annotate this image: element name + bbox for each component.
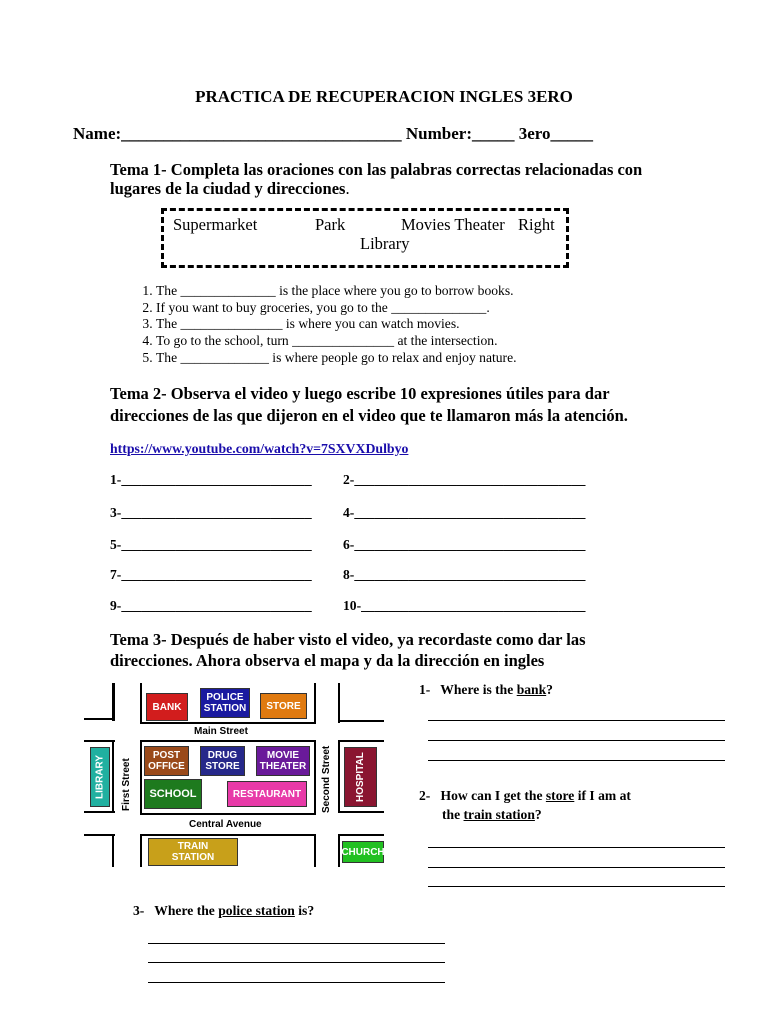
word-bank-box bbox=[161, 208, 569, 268]
road-line bbox=[112, 740, 114, 813]
train-station-building bbox=[148, 838, 238, 866]
answer-line-q3-2[interactable] bbox=[148, 962, 445, 963]
q2-line2-pre: the bbox=[442, 807, 464, 822]
bank-building: BANK bbox=[146, 693, 188, 721]
q2-underlined: store bbox=[545, 788, 575, 803]
hospital-building: HOSPITAL bbox=[344, 747, 377, 807]
page-title: PRACTICA DE RECUPERACION INGLES 3ERO bbox=[195, 87, 573, 106]
road-line bbox=[338, 683, 340, 723]
road-line bbox=[84, 718, 115, 720]
road-line bbox=[314, 683, 316, 723]
tema1-heading-line1: Tema 1- Completa las oraciones con las palabras correctas relacionadas con bbox=[110, 160, 643, 179]
main-street-label: Main Street bbox=[194, 726, 248, 737]
drug-line1: DRUG bbox=[207, 750, 238, 761]
road-line bbox=[338, 740, 384, 742]
question-2 bbox=[419, 788, 631, 804]
movie-line1: MOVIE bbox=[266, 750, 300, 761]
q3-pre: Where the bbox=[154, 903, 219, 918]
train-line2: STATION bbox=[171, 852, 215, 863]
drug-line2: STORE bbox=[205, 761, 240, 772]
q1-post: ? bbox=[546, 682, 553, 697]
sentence-2: 2. If you want to buy groceries, you go to the ______________. bbox=[156, 300, 517, 317]
road-line bbox=[338, 740, 340, 813]
sentence-1: 1. The ______________ is the place where you go to borrow books. bbox=[156, 283, 517, 300]
road-line bbox=[140, 834, 316, 836]
tema2-heading-line2: direcciones de las que dijeron en el video que te llamaron más la atención. bbox=[110, 406, 628, 425]
q2-mid: if I am at bbox=[574, 788, 631, 803]
blank-6[interactable]: 6-__________________________________ bbox=[343, 537, 586, 552]
road-line bbox=[84, 740, 115, 742]
train-line1: TRAIN bbox=[177, 841, 209, 852]
q1-underlined: bank bbox=[516, 682, 547, 697]
tema1-heading-text: lugares de la ciudad y direcciones bbox=[110, 179, 346, 198]
word-supermarket: Supermarket bbox=[173, 215, 258, 234]
road-line bbox=[314, 740, 316, 815]
tema1-sentence-list bbox=[116, 283, 517, 367]
answer-line-q1-1[interactable] bbox=[428, 720, 725, 721]
blank-7[interactable]: 7-____________________________ bbox=[110, 567, 312, 582]
q3-post: is? bbox=[294, 903, 315, 918]
question-1 bbox=[419, 682, 553, 698]
road-line bbox=[140, 740, 316, 742]
church-building: CHURCH bbox=[342, 841, 384, 863]
blank-8[interactable]: 8-__________________________________ bbox=[343, 567, 586, 582]
road-line bbox=[112, 683, 115, 721]
answer-line-q3-1[interactable] bbox=[148, 943, 445, 944]
police-station-building bbox=[200, 688, 250, 718]
q1-num: 1- bbox=[419, 682, 431, 697]
q2-post: ? bbox=[534, 807, 542, 822]
road-line bbox=[140, 834, 142, 867]
answer-line-q1-2[interactable] bbox=[428, 740, 725, 741]
word-right: Right bbox=[518, 215, 555, 234]
word-library: Library bbox=[360, 234, 410, 253]
blank-10[interactable]: 10-_________________________________ bbox=[343, 598, 586, 613]
sentence-3: 3. The _______________ is where you can watch movies. bbox=[156, 316, 517, 333]
road-line bbox=[338, 834, 384, 836]
answer-line-q2-2[interactable] bbox=[428, 867, 725, 868]
road-line bbox=[338, 834, 340, 867]
police-line2: STATION bbox=[203, 703, 247, 714]
blank-2[interactable]: 2-__________________________________ bbox=[343, 472, 586, 487]
police-line1: POLICE bbox=[206, 692, 244, 703]
road-line bbox=[140, 740, 142, 815]
sentence-4: 4. To go to the school, turn _______________ at the intersection. bbox=[156, 333, 517, 350]
movie-line2: THEATER bbox=[259, 761, 307, 772]
q2-num: 2- bbox=[419, 788, 431, 803]
tema2-heading-line1: Tema 2- Observa el video y luego escribe 10 expresiones útiles para dar bbox=[110, 384, 610, 403]
post-line2: OFFICE bbox=[148, 761, 185, 772]
question-2-line2 bbox=[442, 807, 542, 823]
school-building: SCHOOL bbox=[144, 779, 202, 809]
blank-1[interactable]: 1-____________________________ bbox=[110, 472, 312, 487]
road-line bbox=[84, 834, 115, 836]
road-line bbox=[112, 834, 114, 867]
road-line bbox=[140, 813, 316, 815]
road-line bbox=[140, 722, 316, 724]
road-line bbox=[314, 834, 316, 867]
answer-line-q2-1[interactable] bbox=[428, 847, 725, 848]
store-building: STORE bbox=[260, 693, 307, 719]
q3-underlined: police station bbox=[218, 903, 295, 918]
q3-num: 3- bbox=[133, 903, 145, 918]
first-street-label: First Street bbox=[121, 758, 132, 811]
youtube-link[interactable]: https://www.youtube.com/watch?v=7SXVXDulbyo bbox=[110, 441, 409, 456]
blank-9[interactable]: 9-____________________________ bbox=[110, 598, 312, 613]
restaurant-building: RESTAURANT bbox=[227, 781, 307, 807]
q2-underlined-2: train station bbox=[463, 807, 535, 822]
answer-line-q1-3[interactable] bbox=[428, 760, 725, 761]
road-line bbox=[84, 811, 115, 813]
post-office-building bbox=[144, 746, 189, 776]
road-line bbox=[338, 811, 384, 813]
central-avenue-label: Central Avenue bbox=[189, 819, 262, 830]
blank-5[interactable]: 5-____________________________ bbox=[110, 537, 312, 552]
tema1-heading-period: . bbox=[345, 179, 350, 198]
name-number-line: Name:_________________________________ Number:_____ 3ero_____ bbox=[73, 124, 594, 143]
drug-store-building bbox=[200, 746, 245, 776]
second-street-label: Second Street bbox=[321, 745, 332, 813]
tema3-heading-line1: Tema 3- Después de haber visto el video, ya recordaste como dar las bbox=[110, 630, 586, 649]
answer-line-q3-3[interactable] bbox=[148, 982, 445, 983]
movie-theater-building bbox=[256, 746, 310, 776]
q2-pre: How can I get the bbox=[440, 788, 546, 803]
question-3 bbox=[133, 903, 314, 919]
tema1-heading-line2 bbox=[110, 179, 350, 199]
blank-4[interactable]: 4-__________________________________ bbox=[343, 505, 586, 520]
sentence-5: 5. The _____________ is where people go to relax and enjoy nature. bbox=[156, 350, 517, 367]
answer-line-q2-3[interactable] bbox=[428, 886, 725, 887]
word-movies-theater: Movies Theater bbox=[401, 215, 505, 234]
city-map bbox=[84, 683, 388, 867]
post-line1: POST bbox=[152, 750, 181, 761]
library-building: LIBRARY bbox=[90, 747, 110, 807]
q1-pre: Where is the bbox=[440, 682, 517, 697]
blank-3[interactable]: 3-____________________________ bbox=[110, 505, 312, 520]
word-park: Park bbox=[315, 215, 346, 234]
road-line bbox=[140, 683, 142, 723]
road-line bbox=[338, 720, 384, 722]
tema3-heading-line2: direcciones. Ahora observa el mapa y da la dirección en ingles bbox=[110, 651, 545, 670]
